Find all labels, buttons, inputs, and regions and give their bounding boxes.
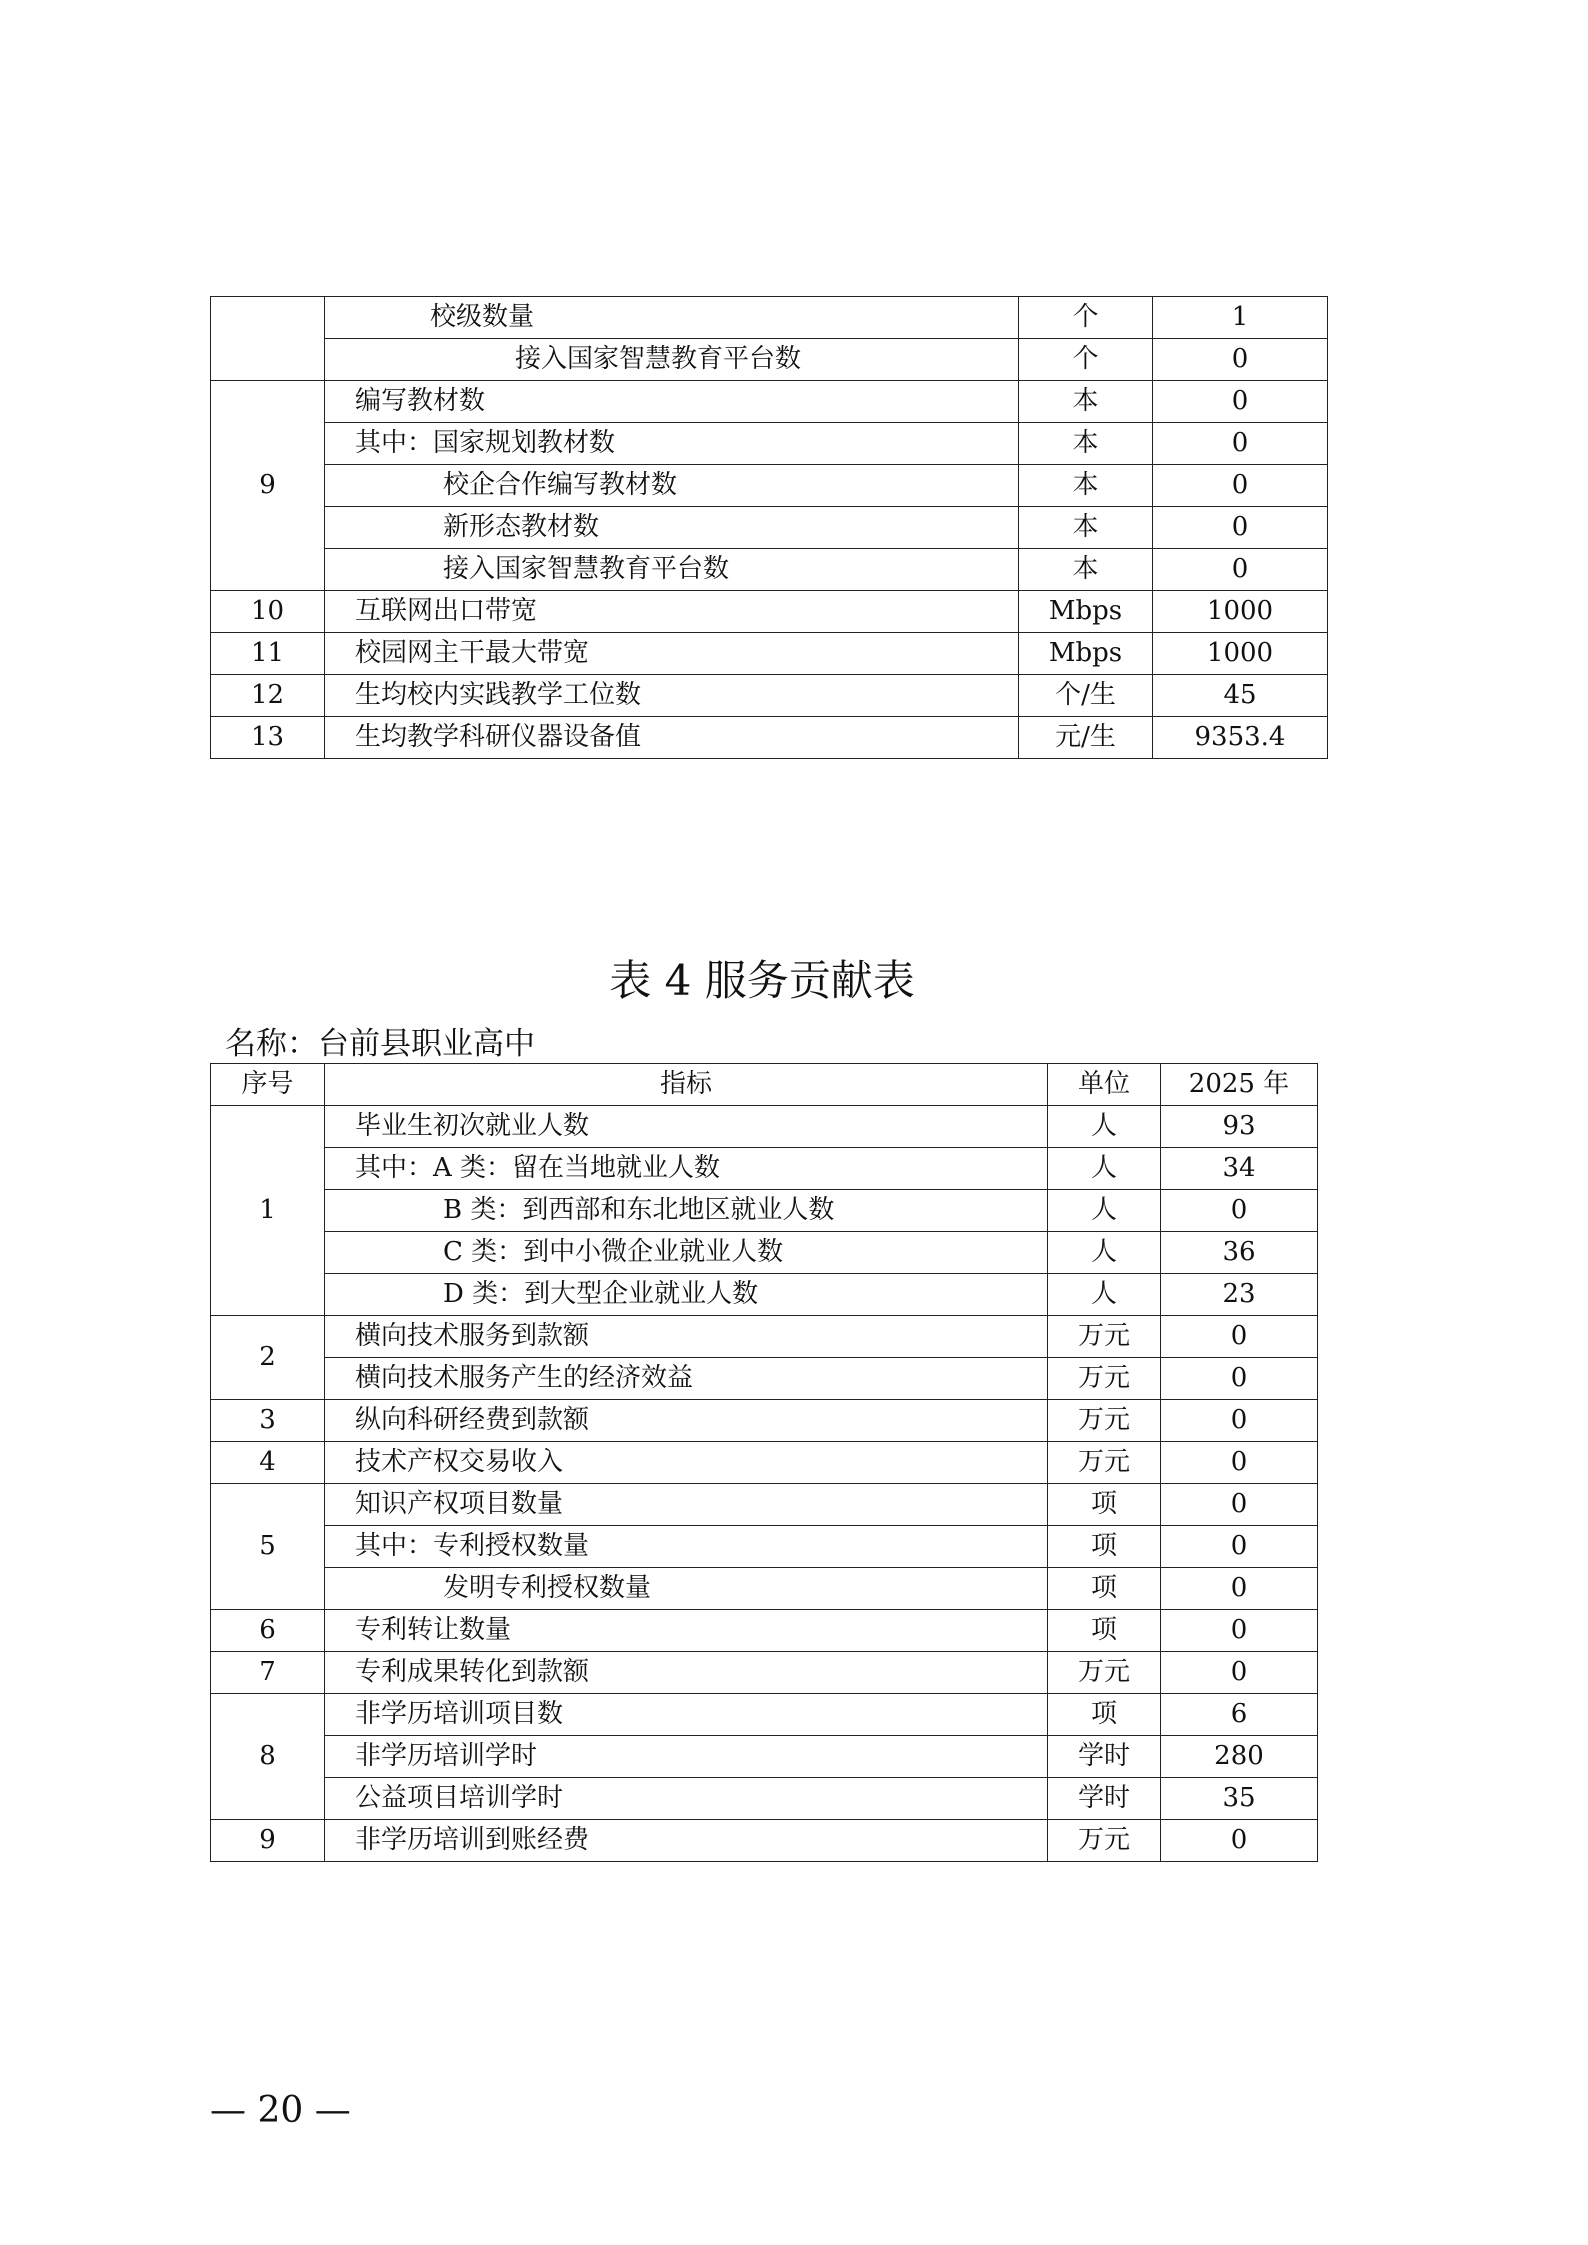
cell-indicator: D 类：到大型企业就业人数 [325, 1274, 1048, 1316]
cell-indicator: 非学历培训学时 [325, 1736, 1048, 1778]
table-row [211, 1316, 1318, 1358]
cell-indicator: 知识产权项目数量 [325, 1484, 1048, 1526]
cell-unit: 学时 [1048, 1736, 1161, 1778]
table-row [211, 381, 1328, 423]
header-unit: 单位 [1048, 1064, 1161, 1106]
cell-value: 0 [1161, 1610, 1318, 1652]
cell-unit: 人 [1048, 1232, 1161, 1274]
cell-unit: 万元 [1048, 1442, 1161, 1484]
cell-unit: 人 [1048, 1148, 1161, 1190]
table-row [211, 591, 1328, 633]
cell-value: 1000 [1153, 591, 1328, 633]
cell-unit: 个 [1019, 339, 1153, 381]
cell-unit: 本 [1019, 381, 1153, 423]
cell-unit: 个/生 [1019, 675, 1153, 717]
cell-indicator: 生均教学科研仪器设备值 [325, 717, 1019, 759]
table-row [211, 675, 1328, 717]
cell-unit: 本 [1019, 465, 1153, 507]
cell-value: 0 [1161, 1652, 1318, 1694]
table-row [211, 423, 1328, 465]
cell-value: 45 [1153, 675, 1328, 717]
cell-indicator: 公益项目培训学时 [325, 1778, 1048, 1820]
cell-value: 1 [1153, 297, 1328, 339]
table-row [211, 1526, 1318, 1568]
table-row [211, 1484, 1318, 1526]
page-number: — 20 — [210, 2090, 351, 2131]
cell-seq: 1 [211, 1106, 325, 1316]
cell-value: 0 [1161, 1568, 1318, 1610]
table-row [211, 1400, 1318, 1442]
school-name-line: 名称：台前县职业高中 [225, 1026, 535, 1062]
table-row [211, 1568, 1318, 1610]
cell-value: 0 [1153, 549, 1328, 591]
table-row [211, 1652, 1318, 1694]
table-header-row [211, 1064, 1318, 1106]
cell-value: 0 [1153, 423, 1328, 465]
cell-unit: 个 [1019, 297, 1153, 339]
cell-unit: 项 [1048, 1526, 1161, 1568]
table-row [211, 1694, 1318, 1736]
table-row [211, 1148, 1318, 1190]
header-indicator: 指标 [325, 1064, 1048, 1106]
cell-value: 0 [1161, 1820, 1318, 1862]
cell-indicator: 生均校内实践教学工位数 [325, 675, 1019, 717]
table-row [211, 465, 1328, 507]
table-row [211, 1820, 1318, 1862]
cell-indicator: 新形态教材数 [325, 507, 1019, 549]
table-row [211, 1610, 1318, 1652]
cell-value: 0 [1161, 1442, 1318, 1484]
cell-indicator: 其中：专利授权数量 [325, 1526, 1048, 1568]
cell-value: 0 [1161, 1358, 1318, 1400]
cell-seq: 10 [211, 591, 325, 633]
cell-unit: 万元 [1048, 1400, 1161, 1442]
cell-indicator: 纵向科研经费到款额 [325, 1400, 1048, 1442]
cell-indicator: 技术产权交易收入 [325, 1442, 1048, 1484]
cell-unit: 项 [1048, 1694, 1161, 1736]
cell-unit: 学时 [1048, 1778, 1161, 1820]
cell-unit: 万元 [1048, 1652, 1161, 1694]
cell-unit: 人 [1048, 1190, 1161, 1232]
cell-seq: 9 [211, 381, 325, 591]
cell-unit: 项 [1048, 1610, 1161, 1652]
table-row [211, 717, 1328, 759]
cell-indicator: 其中：国家规划教材数 [325, 423, 1019, 465]
table-row [211, 1358, 1318, 1400]
header-year: 2025 年 [1161, 1064, 1318, 1106]
cell-indicator: 校园网主干最大带宽 [325, 633, 1019, 675]
cell-seq: 13 [211, 717, 325, 759]
cell-unit: Mbps [1019, 591, 1153, 633]
cell-seq: 7 [211, 1652, 325, 1694]
cell-value: 36 [1161, 1232, 1318, 1274]
header-seq: 序号 [211, 1064, 325, 1106]
cell-seq: 4 [211, 1442, 325, 1484]
cell-indicator: 专利成果转化到款额 [325, 1652, 1048, 1694]
cell-indicator: 其中：A 类：留在当地就业人数 [325, 1148, 1048, 1190]
cell-value: 0 [1161, 1190, 1318, 1232]
infrastructure-table [210, 296, 1328, 759]
cell-value: 0 [1161, 1316, 1318, 1358]
cell-seq: 11 [211, 633, 325, 675]
cell-indicator: 横向技术服务到款额 [325, 1316, 1048, 1358]
table-row [211, 1232, 1318, 1274]
table-row [211, 549, 1328, 591]
cell-indicator: 接入国家智慧教育平台数 [325, 339, 1019, 381]
table-row [211, 297, 1328, 339]
cell-indicator: C 类：到中小微企业就业人数 [325, 1232, 1048, 1274]
cell-value: 23 [1161, 1274, 1318, 1316]
cell-indicator: 校企合作编写教材数 [325, 465, 1019, 507]
cell-unit: 本 [1019, 423, 1153, 465]
cell-unit: 项 [1048, 1568, 1161, 1610]
cell-value: 0 [1153, 381, 1328, 423]
cell-unit: 人 [1048, 1106, 1161, 1148]
cell-indicator: 横向技术服务产生的经济效益 [325, 1358, 1048, 1400]
table-row [211, 1442, 1318, 1484]
cell-indicator: 接入国家智慧教育平台数 [325, 549, 1019, 591]
cell-value: 0 [1161, 1526, 1318, 1568]
cell-value: 0 [1153, 339, 1328, 381]
cell-unit: 万元 [1048, 1358, 1161, 1400]
table-row [211, 1106, 1318, 1148]
cell-seq: 9 [211, 1820, 325, 1862]
cell-seq [211, 297, 325, 381]
table-row [211, 1274, 1318, 1316]
table-row [211, 339, 1328, 381]
table4-title: 表 4 服务贡献表 [609, 956, 915, 1005]
cell-seq: 8 [211, 1694, 325, 1820]
table-row [211, 507, 1328, 549]
cell-seq: 5 [211, 1484, 325, 1610]
cell-value: 35 [1161, 1778, 1318, 1820]
cell-indicator: 毕业生初次就业人数 [325, 1106, 1048, 1148]
cell-unit: 万元 [1048, 1820, 1161, 1862]
cell-seq: 2 [211, 1316, 325, 1400]
cell-seq: 6 [211, 1610, 325, 1652]
service-contribution-table [210, 1063, 1318, 1862]
cell-unit: 项 [1048, 1484, 1161, 1526]
cell-indicator: B 类：到西部和东北地区就业人数 [325, 1190, 1048, 1232]
cell-value: 0 [1153, 465, 1328, 507]
cell-value: 0 [1153, 507, 1328, 549]
cell-seq: 12 [211, 675, 325, 717]
cell-value: 34 [1161, 1148, 1318, 1190]
cell-value: 9353.4 [1153, 717, 1328, 759]
cell-indicator: 校级数量 [325, 297, 1019, 339]
cell-indicator: 互联网出口带宽 [325, 591, 1019, 633]
cell-value: 0 [1161, 1484, 1318, 1526]
cell-value: 280 [1161, 1736, 1318, 1778]
cell-indicator: 非学历培训到账经费 [325, 1820, 1048, 1862]
cell-value: 1000 [1153, 633, 1328, 675]
cell-unit: 本 [1019, 549, 1153, 591]
table-row [211, 633, 1328, 675]
cell-seq: 3 [211, 1400, 325, 1442]
cell-value: 0 [1161, 1400, 1318, 1442]
cell-unit: 万元 [1048, 1316, 1161, 1358]
cell-value: 6 [1161, 1694, 1318, 1736]
cell-unit: 本 [1019, 507, 1153, 549]
cell-indicator: 专利转让数量 [325, 1610, 1048, 1652]
cell-unit: Mbps [1019, 633, 1153, 675]
cell-indicator: 编写教材数 [325, 381, 1019, 423]
table-row [211, 1736, 1318, 1778]
cell-indicator: 非学历培训项目数 [325, 1694, 1048, 1736]
cell-unit: 人 [1048, 1274, 1161, 1316]
table-row [211, 1778, 1318, 1820]
cell-indicator: 发明专利授权数量 [325, 1568, 1048, 1610]
cell-unit: 元/生 [1019, 717, 1153, 759]
table-row [211, 1190, 1318, 1232]
cell-value: 93 [1161, 1106, 1318, 1148]
